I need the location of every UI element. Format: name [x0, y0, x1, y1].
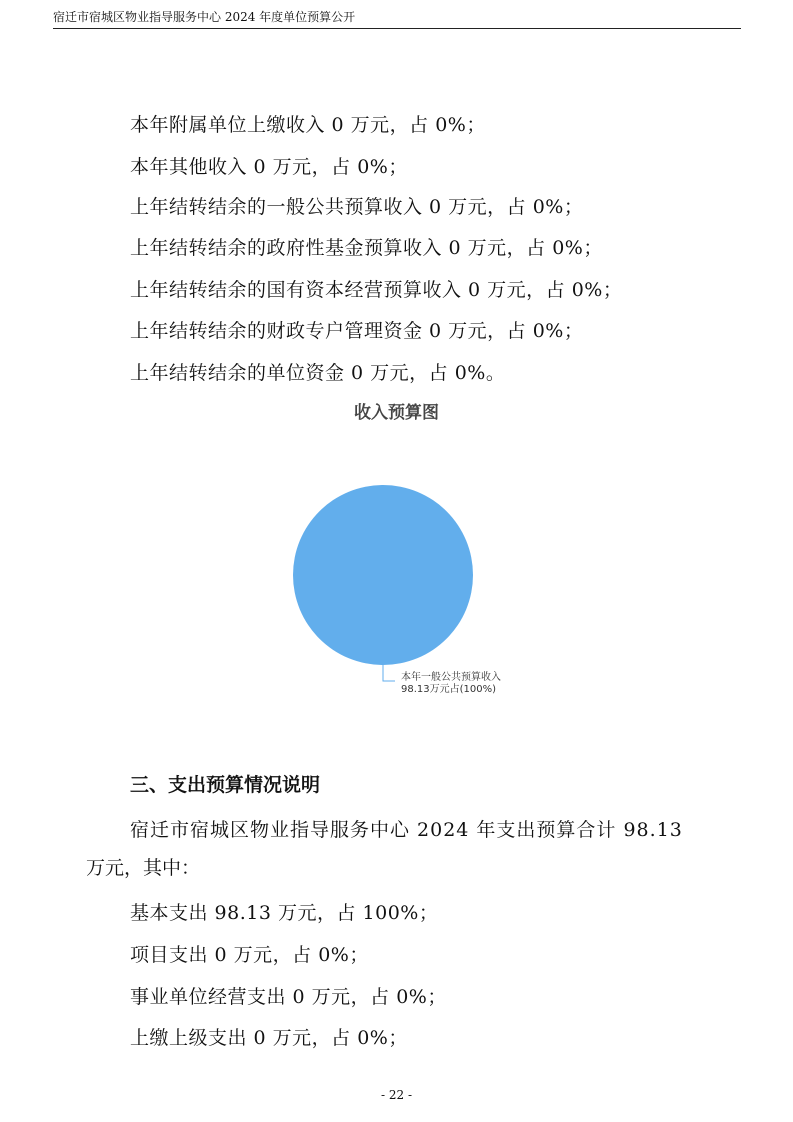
pie-label-line1: 本年一般公共预算收入: [401, 672, 501, 683]
expense-line-4: 上缴上级支出 0 万元，占 0%；: [130, 1027, 408, 1049]
expense-line-1: 基本支出 98.13 万元，占 100%；: [130, 902, 439, 924]
page-number: - 22 -: [380, 1088, 412, 1102]
pie-slice-general-budget: [293, 485, 473, 665]
income-line-7: 上年结转结余的单位资金 0 万元，占 0%。: [130, 362, 506, 384]
page-header: [53, 6, 741, 29]
income-line-5: 上年结转结余的国有资本经营预算收入 0 万元，占 0%；: [130, 279, 623, 301]
income-line-1: 本年附属单位上缴收入 0 万元，占 0%；: [130, 114, 486, 136]
expense-line-2: 项目支出 0 万元，占 0%；: [130, 944, 369, 966]
income-line-6: 上年结转结余的财政专户管理资金 0 万元，占 0%；: [130, 320, 584, 342]
section-intro-line2: 万元，其中：: [86, 857, 201, 879]
pie-label-line2: 98.13万元占(100%): [401, 684, 497, 695]
section-heading: 三、支出预算情况说明: [130, 774, 321, 796]
income-line-3: 上年结转结余的一般公共预算收入 0 万元，占 0%；: [130, 196, 584, 218]
section-intro-line1: 宿迁市宿城区物业指导服务中心 2024 年支出预算合计 98.13: [130, 819, 683, 841]
income-line-4: 上年结转结余的政府性基金预算收入 0 万元，占 0%；: [130, 237, 603, 259]
chart-title: 收入预算图: [354, 403, 439, 423]
pie-label-leader-line: [383, 665, 395, 681]
expense-line-3: 事业单位经营支出 0 万元，占 0%；: [130, 986, 447, 1008]
income-line-2: 本年其他收入 0 万元，占 0%；: [130, 156, 408, 178]
income-pie-chart: [260, 470, 520, 700]
header-title: 宿迁市宿城区物业指导服务中心 2024 年度单位预算公开: [53, 10, 356, 24]
